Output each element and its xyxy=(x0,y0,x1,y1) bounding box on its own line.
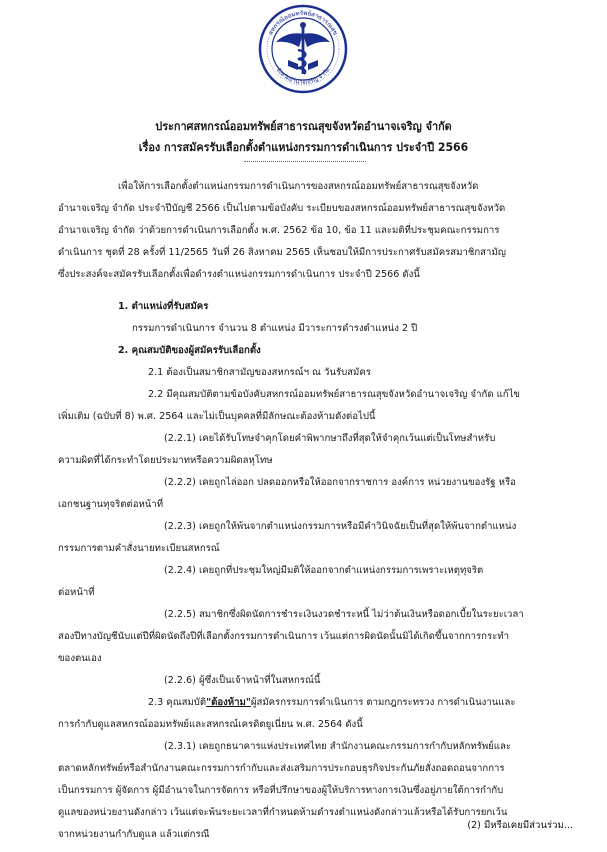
intro-line: ดำเนินการ ชุดที่ 28 ครั้งที่ 11/2565 วันที่ 26 สิงหาคม 2565 เห็นชอบให้มีการประกาศรับสมัครสมาชิกสามัญ xyxy=(58,247,506,258)
item-2-2-3-line: กรรมการตามคำสั่งนายทะเบียนสหกรณ์ xyxy=(58,543,220,554)
item-2-3-1-line: (2.3.1) เคยถูกธนาคารแห่งประเทศไทย สำนักงานคณะกรรมการกำกับหลักทรัพย์และ xyxy=(164,741,511,752)
item-2-2-1-line: ความผิดที่ได้กระทำโดยประมาทหรือความผิดลหุโทษ xyxy=(58,455,273,466)
intro-line: อำนาจเจริญ จำกัด ว่าด้วยการดำเนินการเลือกตั้ง พ.ศ. 2562 ข้อ 10, ข้อ 11 และมติที่ประชุมคณะกรรมการ xyxy=(58,225,500,236)
logo-text-top: สหกรณ์ออมทรัพย์สาธารณสุข xyxy=(267,9,339,37)
item-2-2-2-line: เอกชนฐานทุจริตต่อหน้าที่ xyxy=(58,499,164,510)
item-2-3-1-line: จากหน่วยงานกำกับดูแล แล้วแต่กรณี xyxy=(58,829,210,840)
section1-heading: 1. ตำแหน่งที่รับสมัคร xyxy=(118,301,209,312)
prohibited-emphasis: "ต้องห้าม" xyxy=(206,697,251,708)
item-2-2-5-line: สองปีทางบัญชีนับแต่ปีที่ผิดนัดถึงปีที่เลือกตั้งกรรมการดำเนินการ เว้นแต่การผิดนัดนั้นมิได้เกิดขึ้นจากการกระทำ xyxy=(58,631,509,642)
intro-line: เพื่อให้การเลือกตั้งตำแหน่งกรรมการดำเนินการของสหกรณ์ออมทรัพย์สาธารณสุขจังหวัด xyxy=(118,181,479,192)
item-2-3-1-line: เป็นกรรมการ ผู้จัดการ ผู้มีอำนาจในการจัดการ หรือที่ปรึกษาของผู้ให้บริการทางการเงินซึ่งอยู่ภายใต้การกำกับ xyxy=(58,785,504,796)
clause-2-3-prefix: 2.3 คุณสมบัติ xyxy=(148,697,207,708)
announcement-subject: เรื่อง การสมัครรับเลือกตั้งตำแหน่งกรรมการดำเนินการ ประจำปี 2566 xyxy=(138,141,469,154)
item-2-2-3-line: (2.2.3) เคยถูกให้พ้นจากตำแหน่งกรรมการหรือมีคำวินิจฉัยเป็นที่สุดให้พ้นจากตำแหน่ง xyxy=(164,521,517,532)
intro-line: ซึ่งประสงค์จะสมัครรับเลือกตั้งเพื่อดำรงตำแหน่งกรรมการดำเนินการ ประจำปี 2566 ดังนี้ xyxy=(58,269,420,280)
clause-2-1: 2.1 ต้องเป็นสมาชิกสามัญของสหกรณ์ฯ ณ วันรับสมัคร xyxy=(148,367,371,378)
item-2-2-6: (2.2.6) ผู้ซึ่งเป็นเจ้าหน้าที่ในสหกรณ์นี้ xyxy=(164,675,321,686)
clause-2-3 xyxy=(148,697,516,709)
item-2-2-4-line: ต่อหน้าที่ xyxy=(58,587,95,598)
intro-line: อำนาจเจริญ จำกัด ประจำปีบัญชี 2566 เป็นไปตามข้อบังคับ ระเบียบของสหกรณ์ออมทรัพย์สาธารณสุขจังหวัด xyxy=(58,203,506,214)
item-2-2-4-line: (2.2.4) เคยถูกที่ประชุมใหญ่มีมติให้ออกจากตำแหน่งกรรมการเพราะเหตุทุจริต xyxy=(164,565,484,576)
clause-2-2-line: 2.2 มีคุณสมบัติตามข้อบังคับสหกรณ์ออมทรัพย์สาธารณสุขจังหวัดอำนาจเจริญ จำกัด แก้ไข xyxy=(148,389,520,400)
section2-heading: 2. คุณสมบัติของผู้สมัครรับเลือกตั้ง xyxy=(118,345,261,356)
item-2-2-5-line: (2.2.5) สมาชิกซึ่งผิดนัดการชำระเงินงวดชำระหนี้ ไม่ว่าต้นเงินหรือดอกเบี้ยในระยะเวลา xyxy=(164,609,524,620)
continuation-marker: (2) มีหรือเคยมีส่วนร่วม... xyxy=(467,820,573,831)
item-2-2-5-line: ของตนเอง xyxy=(58,653,102,664)
section1-text: กรรมการดำเนินการ จำนวน 8 ตำแหน่ง มีวาระการดำรงตำแหน่ง 2 ปี xyxy=(132,323,418,334)
item-2-2-1-line: (2.2.1) เคยได้รับโทษจำคุกโดยคำพิพากษาถึงที่สุดให้จำคุกเว้นแต่เป็นโทษสำหรับ xyxy=(164,433,496,444)
cooperative-logo xyxy=(258,4,348,94)
clause-2-3-rest: ผู้สมัครกรรมการดำเนินการ ตามกฎกระทรวง การดำเนินงานและ xyxy=(250,697,516,708)
item-2-3-1-line: ดูแลของหน่วยงานดังกล่าว เว้นแต่จะพ้นระยะเวลาที่กำหนดห้ามดำรงตำแหน่งดังกล่าวแล้วหรือได้รับการยกเว้น xyxy=(58,807,508,818)
item-2-2-2-line: (2.2.2) เคยถูกไล่ออก ปลดออกหรือให้ออกจากราชการ องค์การ หน่วยงานของรัฐ หรือ xyxy=(164,477,516,488)
announcement-title: ประกาศสหกรณ์ออมทรัพย์สาธารณสุขจังหวัดอำนาจเจริญ จำกัด xyxy=(155,120,452,133)
clause-2-3-line: การกำกับดูแลสหกรณ์ออมทรัพย์และสหกรณ์เครดิตยูเนี่ยน พ.ศ. 2564 ดังนี้ xyxy=(58,719,363,730)
logo-text-bottom: จังหวัดอำนาจเจริญ จำกัด xyxy=(274,67,332,87)
title-divider xyxy=(244,161,366,162)
clause-2-2-line: เพิ่มเติม (ฉบับที่ 8) พ.ศ. 2564 และไม่เป็นบุคคลที่มีลักษณะต้องห้ามดังต่อไปนี้ xyxy=(58,411,376,422)
item-2-3-1-line: ตลาดหลักทรัพย์หรือสำนักงานคณะกรรมการกำกับและส่งเสริมการประกอบธุรกิจประกันภัยสั่งถอดถอนจากการ xyxy=(58,763,505,774)
